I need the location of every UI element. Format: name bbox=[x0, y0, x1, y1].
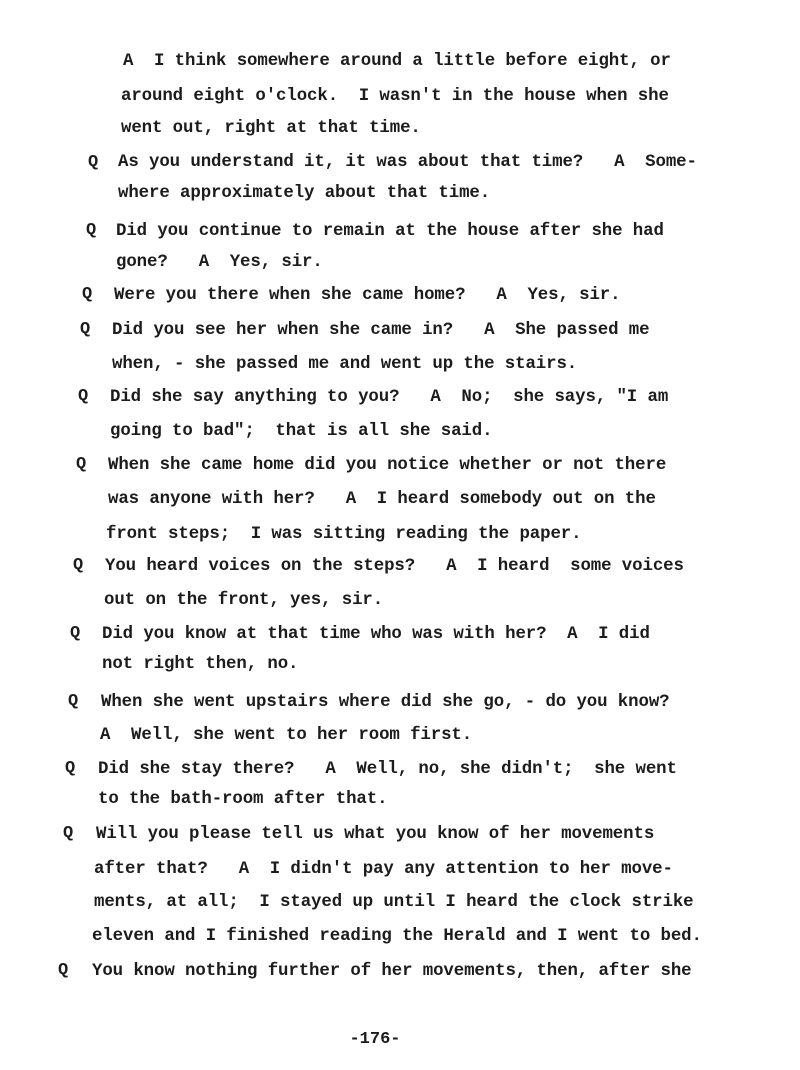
text-line: gone? A Yes, sir. bbox=[116, 253, 323, 272]
text-line: around eight o'clock. I wasn't in the house when she bbox=[121, 87, 669, 106]
text-line: When she went upstairs where did she go, - do you know? bbox=[101, 693, 670, 712]
text-line: to the bath-room after that. bbox=[98, 790, 388, 809]
text-line: was anyone with her? A I heard somebody out on the bbox=[108, 490, 656, 509]
text-line: front steps; I was sitting reading the paper. bbox=[106, 525, 582, 544]
text-line: when, - she passed me and went up the stairs. bbox=[112, 355, 578, 374]
text-line: Did you see her when she came in? A She passed me bbox=[112, 321, 650, 340]
text-line: Did you continue to remain at the house after she had bbox=[116, 222, 664, 241]
text-line: Will you please tell us what you know of her movements bbox=[96, 825, 655, 844]
text-line: As you understand it, it was about that time? A Some- bbox=[118, 153, 697, 172]
question-marker: Q bbox=[70, 624, 81, 643]
text-line: eleven and I finished reading the Herald and I went to bed. bbox=[92, 927, 702, 946]
question-marker: Q bbox=[82, 285, 93, 304]
text-line: When she came home did you notice whether or not there bbox=[108, 456, 667, 475]
text-line: ments, at all; I stayed up until I heard the clock strike bbox=[94, 893, 694, 912]
text-line: where approximately about that time. bbox=[118, 184, 491, 203]
question-marker: Q bbox=[86, 221, 97, 240]
question-marker: Q bbox=[58, 961, 69, 980]
question-marker: Q bbox=[88, 153, 99, 172]
question-marker: Q bbox=[80, 320, 91, 339]
page-number: -176- bbox=[349, 1030, 401, 1049]
question-marker: Q bbox=[68, 692, 79, 711]
question-marker: Q bbox=[63, 824, 74, 843]
text-line: Did you know at that time who was with her? A I did bbox=[102, 625, 650, 644]
text-line: out on the front, yes, sir. bbox=[104, 591, 384, 610]
text-line: Did she say anything to you? A No; she says, "I am bbox=[110, 388, 669, 407]
text-line: A Well, she went to her room first. bbox=[100, 726, 473, 745]
question-marker: Q bbox=[73, 556, 84, 575]
text-line: not right then, no. bbox=[102, 655, 299, 674]
text-line: You heard voices on the steps? A I heard some voices bbox=[105, 557, 684, 576]
text-line: Were you there when she came home? A Yes, sir. bbox=[114, 286, 621, 305]
question-marker: Q bbox=[76, 455, 87, 474]
text-line: Did she stay there? A Well, no, she didn't; she went bbox=[98, 760, 677, 779]
text-line: You know nothing further of her movements, then, after she bbox=[92, 962, 692, 981]
text-line: went out, right at that time. bbox=[121, 119, 421, 138]
text-line: A I think somewhere around a little before eight, or bbox=[123, 52, 671, 71]
text-line: going to bad"; that is all she said. bbox=[110, 422, 493, 441]
text-line: after that? A I didn't pay any attention to her move- bbox=[94, 860, 673, 879]
question-marker: Q bbox=[65, 759, 76, 778]
question-marker: Q bbox=[78, 387, 89, 406]
